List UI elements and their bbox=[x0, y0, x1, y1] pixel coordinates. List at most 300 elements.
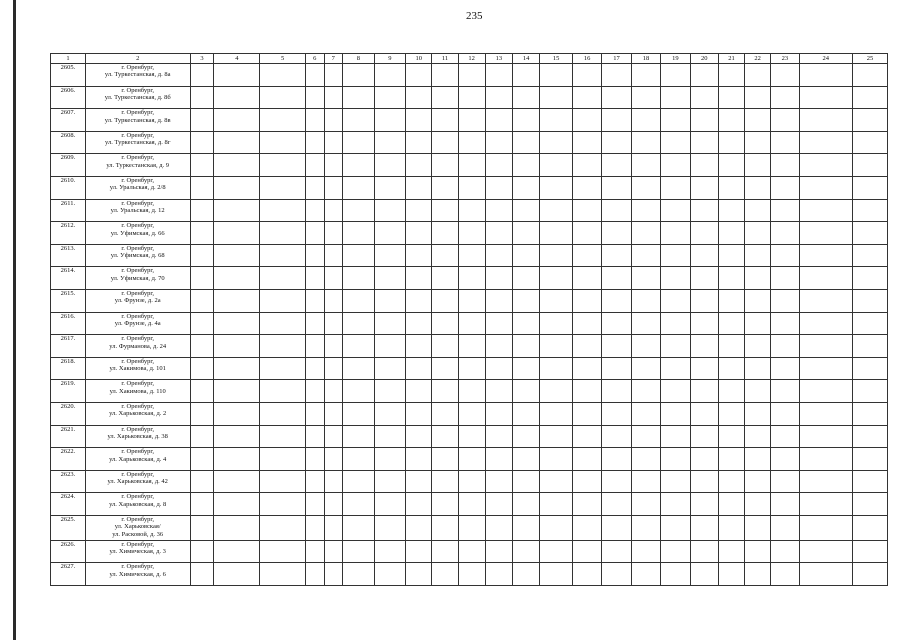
cell-col-16 bbox=[572, 199, 601, 222]
cell-col-25 bbox=[852, 515, 887, 540]
cell-col-16 bbox=[572, 470, 601, 493]
cell-col-15 bbox=[540, 470, 573, 493]
cell-col-3 bbox=[190, 176, 214, 199]
column-header-23: 23 bbox=[771, 54, 799, 64]
address-line: ул. Туркестанская, д. 8б bbox=[104, 94, 171, 102]
address-line: ул. Уфимская, д. 68 bbox=[110, 252, 165, 260]
cell-col-21 bbox=[718, 425, 744, 448]
cell-col-23 bbox=[771, 448, 799, 471]
cell-col-15 bbox=[540, 357, 573, 380]
cell-col-19 bbox=[661, 425, 690, 448]
cell-col-13 bbox=[485, 267, 512, 290]
address-line: г. Оренбург, bbox=[121, 244, 154, 252]
cell-col-3 bbox=[190, 86, 214, 109]
cell-col-7 bbox=[324, 109, 343, 132]
cell-col-22 bbox=[745, 86, 771, 109]
cell-col-8 bbox=[343, 470, 375, 493]
cell-col-5 bbox=[260, 154, 306, 177]
table-row bbox=[51, 470, 888, 493]
cell-col-23 bbox=[771, 176, 799, 199]
table-row bbox=[51, 380, 888, 403]
cell-col-13 bbox=[485, 493, 512, 516]
cell-col-24 bbox=[799, 448, 852, 471]
cell-col-4 bbox=[214, 244, 260, 267]
cell-col-5 bbox=[260, 540, 306, 563]
column-header-11: 11 bbox=[432, 54, 458, 64]
cell-col-6 bbox=[306, 470, 325, 493]
column-header-10: 10 bbox=[406, 54, 432, 64]
cell-col-7 bbox=[324, 470, 343, 493]
cell-col-20 bbox=[690, 244, 718, 267]
cell-col-25 bbox=[852, 176, 887, 199]
cell-col-10 bbox=[406, 357, 432, 380]
row-number: 2625. bbox=[51, 515, 86, 540]
cell-col-24 bbox=[799, 267, 852, 290]
address-cell bbox=[85, 109, 190, 132]
address-cell bbox=[85, 312, 190, 335]
cell-col-9 bbox=[374, 64, 406, 87]
cell-col-9 bbox=[374, 357, 406, 380]
cell-col-6 bbox=[306, 222, 325, 245]
cell-col-6 bbox=[306, 425, 325, 448]
cell-col-25 bbox=[852, 540, 887, 563]
cell-col-19 bbox=[661, 176, 690, 199]
column-header-6: 6 bbox=[306, 54, 325, 64]
cell-col-14 bbox=[513, 267, 540, 290]
address-cell bbox=[85, 402, 190, 425]
cell-col-15 bbox=[540, 289, 573, 312]
cell-col-18 bbox=[631, 244, 660, 267]
cell-col-21 bbox=[718, 154, 744, 177]
cell-col-3 bbox=[190, 470, 214, 493]
cell-col-3 bbox=[190, 244, 214, 267]
cell-col-22 bbox=[745, 176, 771, 199]
cell-col-23 bbox=[771, 402, 799, 425]
cell-col-9 bbox=[374, 199, 406, 222]
cell-col-7 bbox=[324, 380, 343, 403]
cell-col-24 bbox=[799, 312, 852, 335]
cell-col-20 bbox=[690, 131, 718, 154]
cell-col-5 bbox=[260, 448, 306, 471]
row-number: 2613. bbox=[51, 244, 86, 267]
cell-col-21 bbox=[718, 267, 744, 290]
cell-col-7 bbox=[324, 540, 343, 563]
cell-col-14 bbox=[513, 402, 540, 425]
cell-col-6 bbox=[306, 244, 325, 267]
cell-col-9 bbox=[374, 154, 406, 177]
cell-col-21 bbox=[718, 540, 744, 563]
cell-col-19 bbox=[661, 312, 690, 335]
cell-col-23 bbox=[771, 470, 799, 493]
cell-col-13 bbox=[485, 515, 512, 540]
cell-col-18 bbox=[631, 335, 660, 358]
cell-col-18 bbox=[631, 493, 660, 516]
cell-col-19 bbox=[661, 64, 690, 87]
address-line: г. Оренбург, bbox=[121, 176, 154, 184]
cell-col-4 bbox=[214, 176, 260, 199]
cell-col-19 bbox=[661, 131, 690, 154]
cell-col-9 bbox=[374, 289, 406, 312]
cell-col-25 bbox=[852, 493, 887, 516]
cell-col-9 bbox=[374, 515, 406, 540]
cell-col-18 bbox=[631, 222, 660, 245]
cell-col-23 bbox=[771, 515, 799, 540]
cell-col-20 bbox=[690, 515, 718, 540]
cell-col-20 bbox=[690, 380, 718, 403]
cell-col-11 bbox=[432, 86, 458, 109]
cell-col-23 bbox=[771, 64, 799, 87]
cell-col-12 bbox=[458, 448, 485, 471]
cell-col-21 bbox=[718, 380, 744, 403]
cell-col-7 bbox=[324, 402, 343, 425]
cell-col-17 bbox=[602, 64, 631, 87]
cell-col-19 bbox=[661, 380, 690, 403]
cell-col-21 bbox=[718, 64, 744, 87]
cell-col-16 bbox=[572, 540, 601, 563]
page-number: 235 bbox=[466, 10, 483, 22]
cell-col-18 bbox=[631, 540, 660, 563]
cell-col-5 bbox=[260, 402, 306, 425]
column-header-1: 1 bbox=[51, 54, 86, 64]
cell-col-20 bbox=[690, 109, 718, 132]
cell-col-15 bbox=[540, 109, 573, 132]
cell-col-24 bbox=[799, 222, 852, 245]
cell-col-13 bbox=[485, 222, 512, 245]
cell-col-17 bbox=[602, 109, 631, 132]
table-row bbox=[51, 64, 888, 87]
cell-col-3 bbox=[190, 199, 214, 222]
cell-col-14 bbox=[513, 312, 540, 335]
cell-col-12 bbox=[458, 176, 485, 199]
cell-col-4 bbox=[214, 267, 260, 290]
cell-col-8 bbox=[343, 540, 375, 563]
cell-col-17 bbox=[602, 131, 631, 154]
cell-col-25 bbox=[852, 289, 887, 312]
cell-col-11 bbox=[432, 131, 458, 154]
binding-edge bbox=[13, 0, 16, 640]
cell-col-4 bbox=[214, 154, 260, 177]
cell-col-10 bbox=[406, 402, 432, 425]
cell-col-22 bbox=[745, 289, 771, 312]
cell-col-5 bbox=[260, 267, 306, 290]
cell-col-18 bbox=[631, 289, 660, 312]
cell-col-6 bbox=[306, 563, 325, 586]
cell-col-19 bbox=[661, 154, 690, 177]
cell-col-15 bbox=[540, 199, 573, 222]
cell-col-25 bbox=[852, 380, 887, 403]
column-header-2: 2 bbox=[85, 54, 190, 64]
table-row bbox=[51, 563, 888, 586]
cell-col-17 bbox=[602, 493, 631, 516]
address-line: г. Оренбург, bbox=[121, 563, 154, 571]
cell-col-8 bbox=[343, 64, 375, 87]
cell-col-14 bbox=[513, 335, 540, 358]
cell-col-20 bbox=[690, 470, 718, 493]
cell-col-7 bbox=[324, 289, 343, 312]
cell-col-10 bbox=[406, 540, 432, 563]
cell-col-10 bbox=[406, 154, 432, 177]
cell-col-18 bbox=[631, 109, 660, 132]
cell-col-11 bbox=[432, 289, 458, 312]
cell-col-11 bbox=[432, 425, 458, 448]
cell-col-14 bbox=[513, 109, 540, 132]
table-row bbox=[51, 244, 888, 267]
table-row bbox=[51, 402, 888, 425]
address-line: г. Оренбург, bbox=[121, 470, 154, 478]
cell-col-15 bbox=[540, 267, 573, 290]
cell-col-17 bbox=[602, 176, 631, 199]
cell-col-18 bbox=[631, 267, 660, 290]
table-row bbox=[51, 425, 888, 448]
cell-col-17 bbox=[602, 244, 631, 267]
cell-col-18 bbox=[631, 131, 660, 154]
column-header-9: 9 bbox=[374, 54, 406, 64]
cell-col-3 bbox=[190, 357, 214, 380]
address-line: ул. Туркестанская, д. 8а bbox=[104, 71, 171, 79]
address-cell bbox=[85, 563, 190, 586]
cell-col-8 bbox=[343, 425, 375, 448]
cell-col-16 bbox=[572, 357, 601, 380]
address-line: г. Оренбург, bbox=[121, 493, 154, 501]
cell-col-23 bbox=[771, 86, 799, 109]
cell-col-9 bbox=[374, 380, 406, 403]
cell-col-17 bbox=[602, 402, 631, 425]
cell-col-18 bbox=[631, 176, 660, 199]
column-header-15: 15 bbox=[540, 54, 573, 64]
cell-col-3 bbox=[190, 289, 214, 312]
cell-col-8 bbox=[343, 312, 375, 335]
cell-col-25 bbox=[852, 64, 887, 87]
cell-col-18 bbox=[631, 448, 660, 471]
address-line: ул. Харьковская, д. 2 bbox=[109, 410, 167, 418]
cell-col-22 bbox=[745, 515, 771, 540]
cell-col-19 bbox=[661, 448, 690, 471]
cell-col-21 bbox=[718, 335, 744, 358]
cell-col-24 bbox=[799, 425, 852, 448]
cell-col-23 bbox=[771, 425, 799, 448]
cell-col-11 bbox=[432, 199, 458, 222]
cell-col-21 bbox=[718, 86, 744, 109]
cell-col-6 bbox=[306, 86, 325, 109]
cell-col-6 bbox=[306, 289, 325, 312]
cell-col-12 bbox=[458, 402, 485, 425]
cell-col-21 bbox=[718, 222, 744, 245]
cell-col-16 bbox=[572, 86, 601, 109]
cell-col-12 bbox=[458, 289, 485, 312]
cell-col-13 bbox=[485, 86, 512, 109]
cell-col-24 bbox=[799, 563, 852, 586]
cell-col-4 bbox=[214, 289, 260, 312]
row-number: 2610. bbox=[51, 176, 86, 199]
cell-col-23 bbox=[771, 493, 799, 516]
cell-col-11 bbox=[432, 267, 458, 290]
cell-col-4 bbox=[214, 199, 260, 222]
cell-col-5 bbox=[260, 470, 306, 493]
cell-col-8 bbox=[343, 335, 375, 358]
cell-col-17 bbox=[602, 222, 631, 245]
address-line: г. Оренбург, bbox=[121, 540, 154, 548]
address-line: ул. Туркестанская, д. 8г bbox=[105, 139, 171, 147]
row-number: 2624. bbox=[51, 493, 86, 516]
cell-col-7 bbox=[324, 493, 343, 516]
cell-col-18 bbox=[631, 154, 660, 177]
cell-col-17 bbox=[602, 312, 631, 335]
address-cell bbox=[85, 425, 190, 448]
cell-col-12 bbox=[458, 563, 485, 586]
column-header-20: 20 bbox=[690, 54, 718, 64]
cell-col-22 bbox=[745, 199, 771, 222]
cell-col-24 bbox=[799, 493, 852, 516]
cell-col-10 bbox=[406, 289, 432, 312]
column-header-21: 21 bbox=[718, 54, 744, 64]
cell-col-5 bbox=[260, 380, 306, 403]
cell-col-9 bbox=[374, 86, 406, 109]
cell-col-9 bbox=[374, 493, 406, 516]
cell-col-14 bbox=[513, 222, 540, 245]
cell-col-7 bbox=[324, 131, 343, 154]
address-cell bbox=[85, 86, 190, 109]
cell-col-8 bbox=[343, 515, 375, 540]
cell-col-5 bbox=[260, 563, 306, 586]
cell-col-15 bbox=[540, 244, 573, 267]
column-header-12: 12 bbox=[458, 54, 485, 64]
cell-col-8 bbox=[343, 380, 375, 403]
cell-col-12 bbox=[458, 540, 485, 563]
row-number: 2627. bbox=[51, 563, 86, 586]
cell-col-3 bbox=[190, 540, 214, 563]
cell-col-10 bbox=[406, 131, 432, 154]
cell-col-8 bbox=[343, 244, 375, 267]
cell-col-23 bbox=[771, 109, 799, 132]
table-row bbox=[51, 131, 888, 154]
cell-col-6 bbox=[306, 335, 325, 358]
cell-col-23 bbox=[771, 335, 799, 358]
cell-col-16 bbox=[572, 64, 601, 87]
cell-col-9 bbox=[374, 470, 406, 493]
cell-col-16 bbox=[572, 154, 601, 177]
cell-col-5 bbox=[260, 199, 306, 222]
address-line: г. Оренбург, bbox=[121, 425, 154, 433]
cell-col-10 bbox=[406, 64, 432, 87]
cell-col-25 bbox=[852, 402, 887, 425]
cell-col-18 bbox=[631, 425, 660, 448]
cell-col-15 bbox=[540, 222, 573, 245]
cell-col-20 bbox=[690, 540, 718, 563]
cell-col-24 bbox=[799, 131, 852, 154]
cell-col-21 bbox=[718, 357, 744, 380]
address-line: ул. Уральская, д. 12 bbox=[110, 207, 165, 215]
cell-col-20 bbox=[690, 312, 718, 335]
cell-col-11 bbox=[432, 515, 458, 540]
cell-col-22 bbox=[745, 267, 771, 290]
cell-col-15 bbox=[540, 540, 573, 563]
cell-col-15 bbox=[540, 131, 573, 154]
cell-col-14 bbox=[513, 199, 540, 222]
address-line: ул. Харьковская/ bbox=[114, 523, 161, 531]
address-line: г. Оренбург, bbox=[121, 109, 154, 117]
cell-col-8 bbox=[343, 176, 375, 199]
cell-col-25 bbox=[852, 199, 887, 222]
cell-col-13 bbox=[485, 312, 512, 335]
address-cell bbox=[85, 199, 190, 222]
cell-col-15 bbox=[540, 515, 573, 540]
cell-col-12 bbox=[458, 493, 485, 516]
cell-col-10 bbox=[406, 176, 432, 199]
cell-col-16 bbox=[572, 176, 601, 199]
cell-col-25 bbox=[852, 244, 887, 267]
cell-col-6 bbox=[306, 176, 325, 199]
address-line: ул. Харьковская, д. 4 bbox=[109, 455, 167, 463]
column-number-row bbox=[51, 54, 888, 64]
cell-col-19 bbox=[661, 402, 690, 425]
cell-col-4 bbox=[214, 540, 260, 563]
cell-col-15 bbox=[540, 86, 573, 109]
address-line: г. Оренбург, bbox=[121, 131, 154, 139]
cell-col-16 bbox=[572, 244, 601, 267]
cell-col-12 bbox=[458, 470, 485, 493]
address-cell bbox=[85, 335, 190, 358]
cell-col-11 bbox=[432, 176, 458, 199]
cell-col-14 bbox=[513, 64, 540, 87]
address-cell bbox=[85, 470, 190, 493]
address-line: ул. Харьковская, д. 42 bbox=[107, 478, 168, 486]
cell-col-14 bbox=[513, 470, 540, 493]
column-header-24: 24 bbox=[799, 54, 852, 64]
cell-col-4 bbox=[214, 86, 260, 109]
cell-col-20 bbox=[690, 357, 718, 380]
cell-col-12 bbox=[458, 357, 485, 380]
row-number: 2609. bbox=[51, 154, 86, 177]
cell-col-8 bbox=[343, 357, 375, 380]
cell-col-18 bbox=[631, 86, 660, 109]
cell-col-24 bbox=[799, 86, 852, 109]
cell-col-20 bbox=[690, 289, 718, 312]
cell-col-20 bbox=[690, 563, 718, 586]
cell-col-22 bbox=[745, 154, 771, 177]
address-line: ул. Хакимова, д. 101 bbox=[109, 365, 166, 373]
cell-col-10 bbox=[406, 267, 432, 290]
cell-col-22 bbox=[745, 357, 771, 380]
cell-col-3 bbox=[190, 154, 214, 177]
cell-col-15 bbox=[540, 563, 573, 586]
cell-col-24 bbox=[799, 109, 852, 132]
cell-col-11 bbox=[432, 154, 458, 177]
cell-col-19 bbox=[661, 540, 690, 563]
cell-col-25 bbox=[852, 267, 887, 290]
cell-col-9 bbox=[374, 335, 406, 358]
column-header-17: 17 bbox=[602, 54, 631, 64]
cell-col-13 bbox=[485, 357, 512, 380]
cell-col-17 bbox=[602, 540, 631, 563]
address-cell bbox=[85, 448, 190, 471]
cell-col-20 bbox=[690, 425, 718, 448]
cell-col-3 bbox=[190, 563, 214, 586]
cell-col-4 bbox=[214, 563, 260, 586]
cell-col-16 bbox=[572, 131, 601, 154]
cell-col-21 bbox=[718, 289, 744, 312]
cell-col-11 bbox=[432, 470, 458, 493]
cell-col-23 bbox=[771, 267, 799, 290]
cell-col-3 bbox=[190, 267, 214, 290]
cell-col-19 bbox=[661, 563, 690, 586]
cell-col-5 bbox=[260, 222, 306, 245]
cell-col-5 bbox=[260, 312, 306, 335]
cell-col-19 bbox=[661, 86, 690, 109]
cell-col-23 bbox=[771, 312, 799, 335]
cell-col-15 bbox=[540, 176, 573, 199]
cell-col-7 bbox=[324, 154, 343, 177]
cell-col-8 bbox=[343, 131, 375, 154]
